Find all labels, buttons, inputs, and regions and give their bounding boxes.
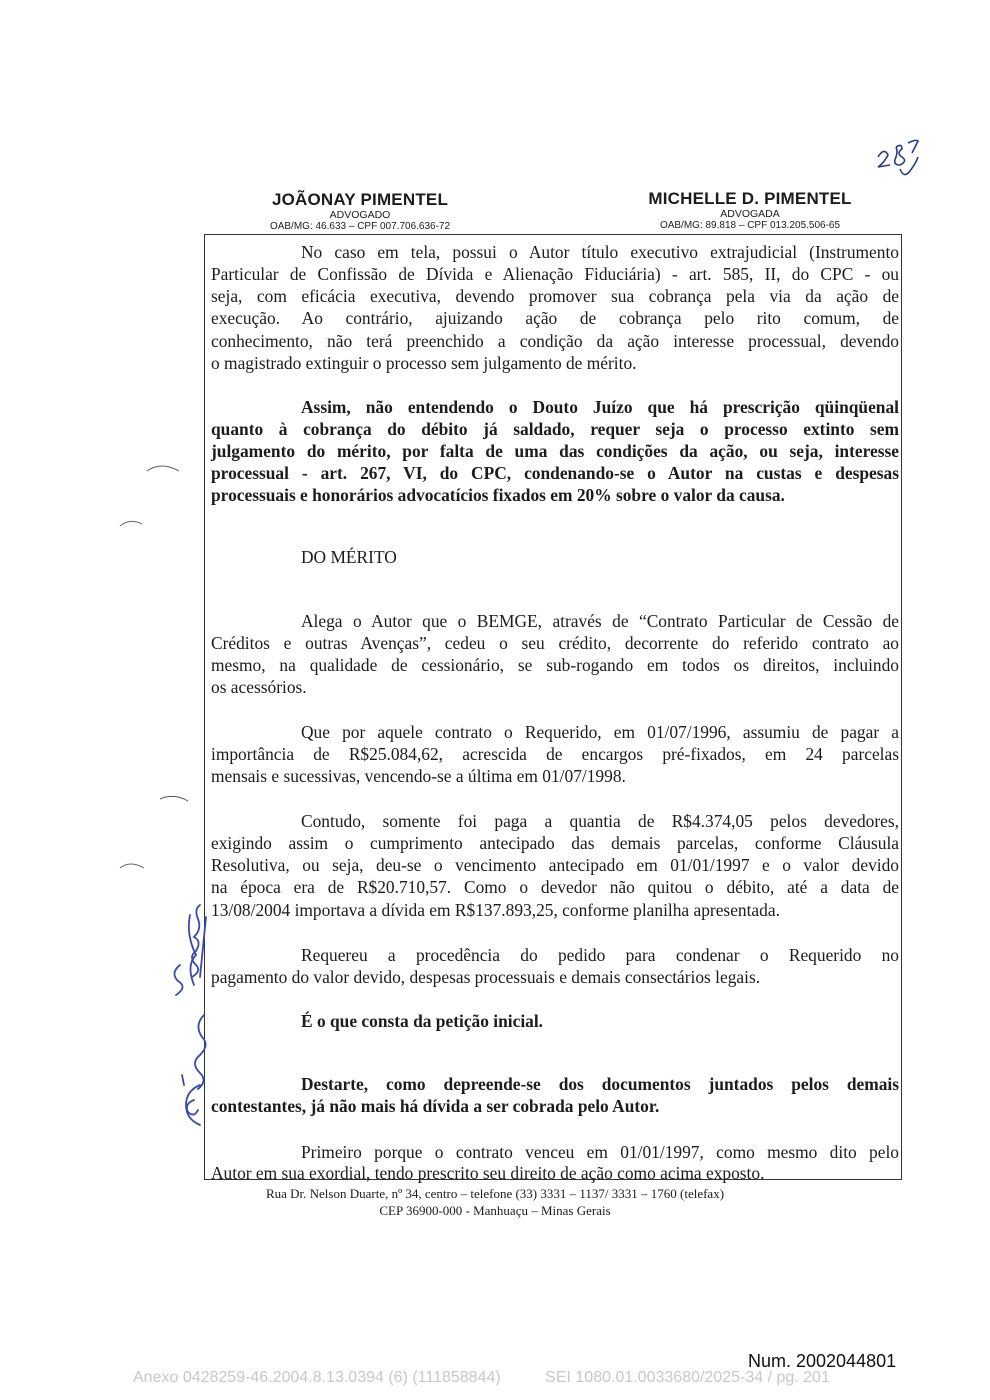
- lawyer-registration: OAB/MG: 46.633 – CPF 007.706.636-72: [269, 221, 451, 232]
- body-line: pagamento do valor devido, despesas processuais e demais consectários legais.: [211, 967, 761, 987]
- body-line: contestantes, já não mais há dívida a ser cobrada pelo Autor.: [211, 1096, 660, 1116]
- footer-city: CEP 36900-000 - Manhuaçu – Minas Gerais: [379, 1203, 611, 1218]
- body-line: importância de R$25.084,62, acrescida de encargos pré-fixados, em 24 parcelas: [211, 744, 899, 764]
- handwritten-signature-icon: [160, 895, 220, 1145]
- body-line: Primeiro porque o contrato venceu em 01/01/1997, como mesmo dito pelo: [301, 1142, 899, 1162]
- body-line: os acessórios.: [211, 677, 307, 697]
- body-line: Requereu a procedência do pedido para condenar o Requerido no: [301, 945, 899, 965]
- letterhead-left: [250, 190, 470, 232]
- body-line: Autor em sua exordial, tendo prescrito seu direito de ação como acima exposto.: [211, 1163, 765, 1183]
- watermark-sei: SEI 1080.01.0033680/2025-34 / pg. 201: [545, 1369, 830, 1386]
- watermark: [133, 1369, 893, 1387]
- body-line: processual - art. 267, VI, do CPC, condenando-se o Autor na custas e despesas: [211, 463, 899, 483]
- section-heading: DO MÉRITO: [301, 547, 397, 567]
- punch-mark-icon: [145, 463, 181, 473]
- document-number: Num. 2002044801: [748, 1351, 897, 1371]
- body-line: seja, com eficácia executiva, devendo promover sua cobrança pela via da ação de: [211, 286, 899, 306]
- body-line: julgamento do mérito, por falta de uma das condições da ação, ou seja, interesse: [211, 441, 899, 461]
- lawyer-role: ADVOGADO: [329, 209, 391, 221]
- body-line: No caso em tela, possui o Autor título executivo extrajudicial (Instrumento: [301, 242, 899, 262]
- lawyer-role: ADVOGADA: [720, 208, 780, 220]
- body-line: o magistrado extinguir o processo sem julgamento de mérito.: [211, 353, 637, 373]
- body-line: Contudo, somente foi paga a quantia de R$4.374,05 pelos devedores,: [301, 811, 899, 831]
- body-line: processuais e honorários advocatícios fixados em 20% sobre o valor da causa.: [211, 485, 785, 505]
- body-line: Resolutiva, ou seja, deu-se o vencimento antecipado em 01/01/1997 e o valor devido: [211, 855, 899, 875]
- body-line: na época era de R$20.710,57. Como o devedor não quitou o débito, até a data de: [211, 877, 899, 897]
- content-frame: [204, 234, 902, 1180]
- body-line: Assim, não entendendo o Douto Juízo que há prescrição qüinqüenal: [301, 397, 899, 417]
- footer-address: Rua Dr. Nelson Duarte, nº 34, centro – telefone (33) 3331 – 1137/ 3331 – 1760 (telefax): [265, 1186, 725, 1201]
- letterhead-right: [620, 189, 880, 231]
- body-line: quanto à cobrança do débito já saldado, requer seja o processo extinto sem: [211, 419, 899, 439]
- lawyer-registration: OAB/MG: 89.818 – CPF 013.205.506-65: [659, 220, 841, 231]
- punch-mark-icon: [158, 793, 194, 803]
- body-line: execução. Ao contrário, ajuizando ação de cobrança pelo rito comum, de: [211, 308, 899, 328]
- body-line: Destarte, como depreende-se dos documentos juntados pelos demais: [301, 1074, 899, 1094]
- body-line: Créditos e outras Avenças”, cedeu o seu crédito, decorrente do referido contrato ao: [211, 633, 899, 653]
- body-line: mesmo, na qualidade de cessionário, se sub-rogando em todos os direitos, incluindo: [211, 655, 899, 675]
- body-line: mensais e sucessivas, vencendo-se a última em 01/07/1998.: [211, 766, 626, 786]
- body-line: Alega o Autor que o BEMGE, através de “Contrato Particular de Cessão de: [301, 611, 899, 631]
- lawyer-name: MICHELLE D. PIMENTEL: [648, 189, 852, 208]
- handwritten-page-number-icon: [870, 135, 930, 185]
- body-line: 13/08/2004 importava a dívida em R$137.893,25, conforme planilha apresentada.: [211, 900, 780, 920]
- watermark-annex: Anexo 0428259-46.2004.8.13.0394 (6) (111858844): [133, 1369, 501, 1386]
- punch-mark-icon: [118, 860, 154, 870]
- body-line: conhecimento, não terá preenchido a condição da ação interesse processual, devendo: [211, 331, 899, 351]
- body-line: exigindo assim o cumprimento antecipado das demais parcelas, conforme Cláusula: [211, 833, 899, 853]
- body-line: Que por aquele contrato o Requerido, em 01/07/1996, assumiu de pagar a: [301, 722, 899, 742]
- body-line: Particular de Confissão de Dívida e Alienação Fiduciária) - art. 585, II, do CPC - ou: [211, 264, 899, 284]
- body-line: É o que consta da petição inicial.: [301, 1011, 544, 1031]
- lawyer-name: JOÃONAY PIMENTEL: [271, 190, 449, 209]
- punch-mark-icon: [118, 518, 154, 528]
